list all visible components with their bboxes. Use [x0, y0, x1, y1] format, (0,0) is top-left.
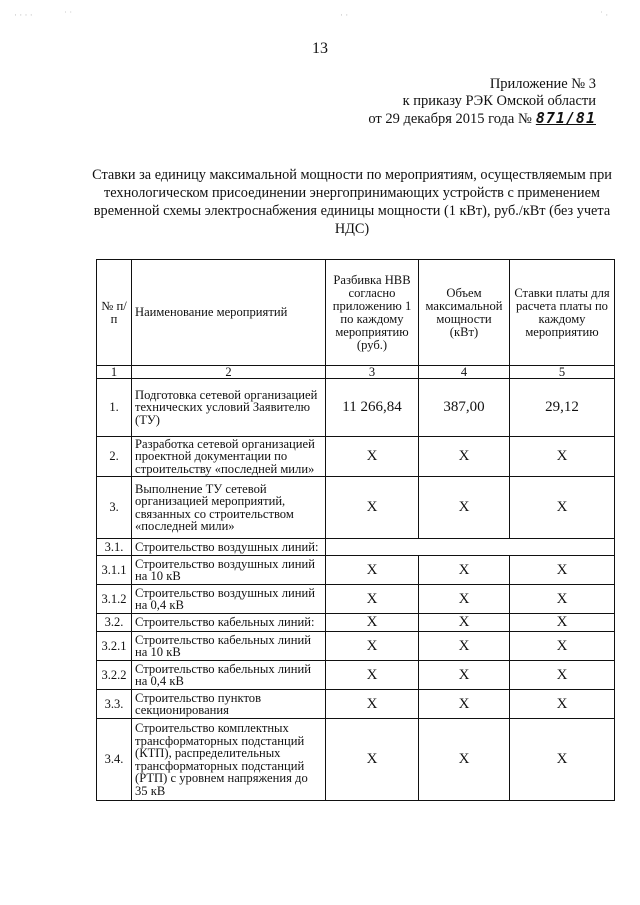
- table-row: [97, 477, 615, 539]
- table-row: [97, 539, 615, 556]
- header-activity-name: Наименование мероприятий: [132, 260, 326, 366]
- index-cell: 1: [97, 366, 132, 379]
- row-nvv-value: X: [326, 614, 419, 632]
- row-number: 3.: [97, 477, 132, 539]
- annex-header: [368, 76, 596, 128]
- row-nvv-value: 11 266,84: [326, 379, 419, 437]
- table-row: [97, 379, 615, 437]
- row-activity-name: Строительство кабельных линий на 10 кВ: [132, 632, 326, 661]
- row-nvv-value: X: [326, 437, 419, 477]
- annex-line-2: к приказу РЭК Омской области: [402, 93, 596, 109]
- index-cell: 4: [419, 366, 510, 379]
- row-rate-value: X: [510, 585, 615, 614]
- row-number: 3.2.1: [97, 632, 132, 661]
- row-number: 2.: [97, 437, 132, 477]
- table-row: [97, 661, 615, 690]
- page-number: 13: [312, 40, 328, 57]
- row-activity-name: Строительство кабельных линий на 0,4 кВ: [132, 661, 326, 690]
- row-number: 3.4.: [97, 719, 132, 801]
- row-rate-value: X: [510, 437, 615, 477]
- table-header-row: [97, 260, 615, 366]
- row-number: 3.1.: [97, 539, 132, 556]
- row-activity-name: Строительство воздушных линий:: [132, 539, 326, 556]
- merged-empty-cell: [326, 539, 615, 556]
- row-nvv-value: X: [326, 556, 419, 585]
- header-number: № п/п: [97, 260, 132, 366]
- handwritten-order-number: 871/81: [535, 109, 596, 127]
- table-row: [97, 556, 615, 585]
- row-number: 3.2.: [97, 614, 132, 632]
- row-power-value: X: [419, 556, 510, 585]
- header-max-power: Объем максимальной мощности (кВт): [419, 260, 510, 366]
- row-activity-name: Строительство комплектных трансформаторных подстанций (КТП), распределительных трансформаторных подстанций (РТП) с уровнем напряжения до 35 кВ: [132, 719, 326, 801]
- column-index-row: [97, 366, 615, 379]
- scan-artifacts: · · · · ˙ ˙ · · ˙ ·: [14, 10, 609, 20]
- table-row: [97, 585, 615, 614]
- row-power-value: X: [419, 477, 510, 539]
- header-rate: Ставки платы для расчета платы по каждому мероприятию: [510, 260, 615, 366]
- row-activity-name: Подготовка сетевой организацией технических условий Заявителю (ТУ): [132, 379, 326, 437]
- row-power-value: 387,00: [419, 379, 510, 437]
- row-nvv-value: X: [326, 690, 419, 719]
- row-nvv-value: X: [326, 477, 419, 539]
- row-power-value: X: [419, 661, 510, 690]
- row-rate-value: X: [510, 661, 615, 690]
- header-nvv-breakdown: Разбивка НВВ согласно приложению 1 по каждому мероприятию (руб.): [326, 260, 419, 366]
- row-power-value: X: [419, 585, 510, 614]
- row-number: 3.2.2: [97, 661, 132, 690]
- annex-line-3: [368, 110, 596, 128]
- table-row: [97, 437, 615, 477]
- row-rate-value: X: [510, 556, 615, 585]
- row-activity-name: Строительство воздушных линий на 0,4 кВ: [132, 585, 326, 614]
- rates-table: [96, 259, 615, 801]
- row-power-value: X: [419, 437, 510, 477]
- table-row: [97, 614, 615, 632]
- document-title: Ставки за единицу максимальной мощности по мероприятиям, осуществляемым при технологическом присоединении энергопринимающих устройств с применением временной схемы электроснабжения единицы мощности (1 кВт), руб./кВт (без учета НДС): [92, 167, 612, 237]
- row-nvv-value: X: [326, 719, 419, 801]
- row-rate-value: X: [510, 614, 615, 632]
- annex-line-1: Приложение № 3: [489, 76, 596, 92]
- row-rate-value: X: [510, 477, 615, 539]
- row-number: 3.3.: [97, 690, 132, 719]
- row-rate-value: X: [510, 719, 615, 801]
- row-power-value: X: [419, 719, 510, 801]
- row-rate-value: 29,12: [510, 379, 615, 437]
- row-nvv-value: X: [326, 661, 419, 690]
- row-rate-value: X: [510, 690, 615, 719]
- row-activity-name: Выполнение ТУ сетевой организацией мероприятий, связанных со строительством «последней мили»: [132, 477, 326, 539]
- index-cell: 3: [326, 366, 419, 379]
- table-row: [97, 690, 615, 719]
- row-power-value: X: [419, 614, 510, 632]
- row-activity-name: Строительство кабельных линий:: [132, 614, 326, 632]
- row-nvv-value: X: [326, 632, 419, 661]
- row-number: 3.1.1: [97, 556, 132, 585]
- row-number: 1.: [97, 379, 132, 437]
- row-power-value: X: [419, 632, 510, 661]
- index-cell: 5: [510, 366, 615, 379]
- row-activity-name: Строительство пунктов секционирования: [132, 690, 326, 719]
- row-activity-name: Строительство воздушных линий на 10 кВ: [132, 556, 326, 585]
- row-activity-name: Разработка сетевой организацией проектной документации по строительству «последней мили»: [132, 437, 326, 477]
- row-number: 3.1.2: [97, 585, 132, 614]
- index-cell: 2: [132, 366, 326, 379]
- table-body: [97, 379, 615, 801]
- annex-date: от 29 декабря 2015 года №: [368, 111, 532, 127]
- row-nvv-value: X: [326, 585, 419, 614]
- table-row: [97, 719, 615, 801]
- row-power-value: X: [419, 690, 510, 719]
- table-row: [97, 632, 615, 661]
- row-rate-value: X: [510, 632, 615, 661]
